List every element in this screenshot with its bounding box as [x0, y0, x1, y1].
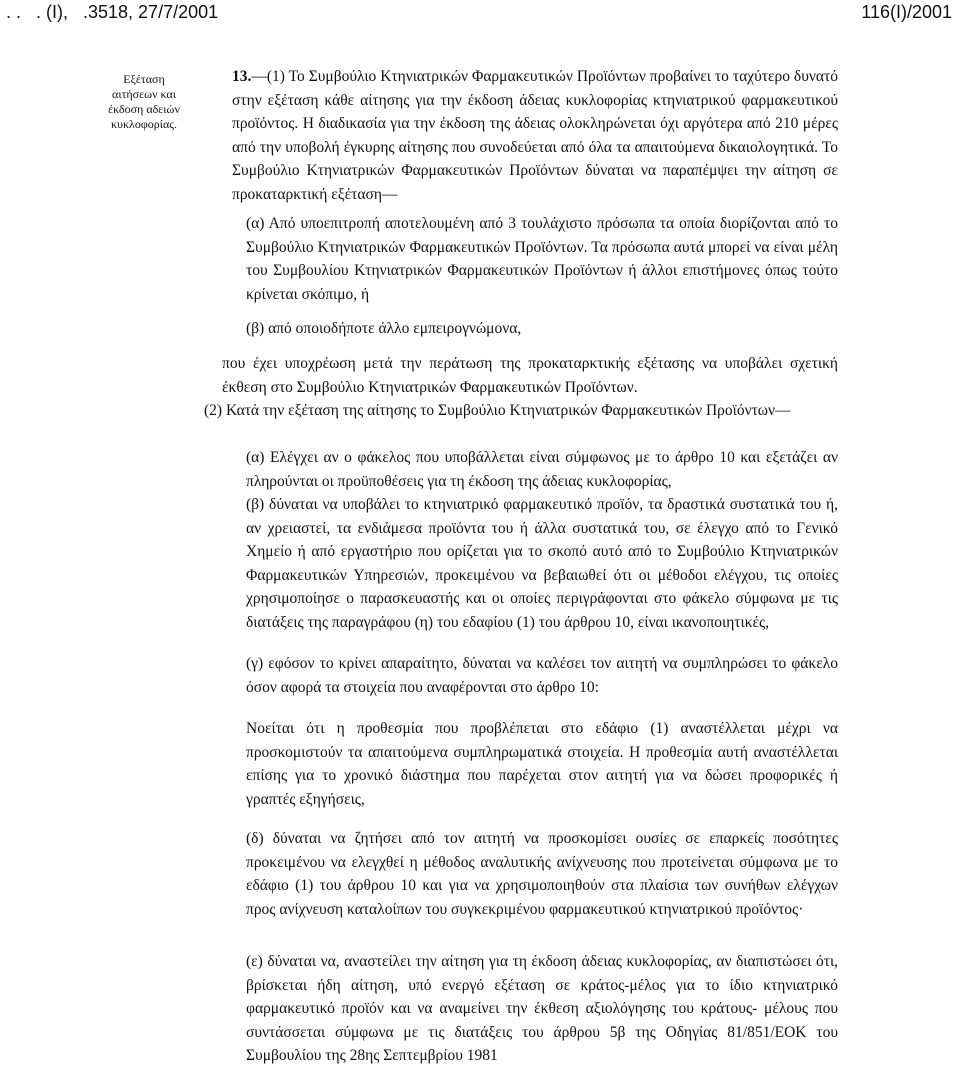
gazette-reference: . . . (Ι), .3518, 27/7/2001 [6, 2, 219, 22]
proviso-note: Νοείται ότι η προθεσμία που προβλέπεται στο εδάφιο (1) αναστέλλεται μέχρι να προσκομιστούν τα απαιτούμενα συμπληρωματικά στοιχεία. Η προθεσμία αυτή αναστέλλεται επίσης για το χρονικό διάστημα που παρέχεται στον αιτητή για να δώσει προφορικές ή γραπτές εξηγήσεις, [246, 720, 838, 808]
margin-note [84, 72, 204, 132]
section-13-paragraph-2: (2) Κατά την εξέταση της αίτησης το Συμβούλιο Κτηνιατρικών Φαρμακευτικών Προϊόντων— [204, 402, 791, 419]
law-number: 116(Ι)/2001 [861, 2, 952, 22]
item-a-subcommittee: (α) Από υποεπιτροπή αποτελουμένη από 3 τουλάχιστο πρόσωπα τα οποία διορίζονται από το Συμβούλιο Κτηνιατρικών Φαρμακευτικών Προϊόντων. Τα πρόσωπα αυτά μπορεί να είναι μέλη του Συμβουλίου Κτηνιατρικών Φαρμακευτικών Προϊόντων ή άλλοι επιστήμονες όπως τούτο κρίνεται σκόπιμο, ή [246, 215, 838, 303]
page-header [0, 0, 960, 26]
item-b-expert: (β) από οποιοδήποτε άλλο εμπειρογνώμονα, [246, 320, 522, 337]
follow-on-text: που έχει υποχρέωση μετά την περάτωση της προκαταρκτικής εξέτασης να υποβάλει σχετική έκθεση στο Συμβούλιο Κτηνιατρικών Φαρμακευτικών Προϊόντων. [222, 355, 838, 396]
margin-note-line: Εξέταση [123, 72, 165, 86]
section-13-paragraph-1 [232, 65, 838, 206]
paragraph-1-text: —(1) Το Συμβούλιο Κτηνιατρικών Φαρμακευτικών Προϊόντων προβαίνει το ταχύτερο δυνατό στην εξέταση κάθε αίτησης για την έκδοση άδειας κυκλοφορίας κτηνιατρικού φαρμακευτικού προϊόντος. Η διαδικασία για την έκδοση της άδειας ολοκληρώνεται όχι αργότερα από 210 μέρες από την υποβολή έγκυρης αίτησης που συνοδεύεται από όλα τα απαιτούμενα δικαιολογητικά. Το Συμβούλιο Κτηνιατρικών Φαρμακευτικών Προϊόντων δύναται να παραπέμψει την αίτηση σε προκαταρκτική εξέταση— [232, 68, 838, 203]
margin-note-line: έκδοση αδειών [108, 102, 180, 116]
item-e-suspend-application: (ε) δύναται να, αναστείλει την αίτηση για τη έκδοση άδειας κυκλοφορίας, αν διαπιστώσει ότι, βρίσκεται ήδη αίτηση, υπό ενεργό εξέταση σε κράτος-μέλος για το ίδιο κτηνιατρικό φαρμακευτικό προϊόν και να αναμείνει την έκθεση αξιολόγησης του κράτους- μέλους που συντάσσεται σύμφωνα με τις διατάξεις του άρθρου 5β της Οδηγίας 81/851/ΕΟΚ του Συμβουλίου της 28ης Σεπτεμβρίου 1981 [246, 953, 838, 1064]
item-d-request-substances: (δ) δύναται να ζητήσει από τον αιτητή να προσκομίσει ουσίες σε επαρκείς ποσότητες προκειμένου να ελεγχθεί η μέθοδος αναλυτικής ανίχνευσης που προτείνεται σύμφωνα με το εδάφιο (1) του άρθρου 10 και για να χρησιμοποιηθούν στα πλαίσια των συνήθων ελέγχων προς ανίχνευση καταλοίπων του συγκεκριμένου φαρμακευτικού κτηνιατρικού προϊόντος· [246, 830, 838, 918]
item-a-checks-file: (α) Ελέγχει αν ο φάκελος που υποβάλλεται είναι σύμφωνος με το άρθρο 10 και εξετάζει αν πληρούνται οι προϋποθέσεις για τη έκδοση της άδειας κυκλοφορίας, [246, 449, 838, 490]
item-g-supplement-file: (γ) εφόσον το κρίνει απαραίτητο, δύναται να καλέσει τον αιτητή να συμπληρώσει το φάκελο όσον αφορά τα στοιχεία που αναφέρονται στο άρθρο 10: [246, 655, 838, 696]
margin-note-line: κυκλοφορίας. [110, 117, 178, 131]
section-number: 13. [232, 68, 252, 85]
margin-note-line: αιτήσεων και [112, 87, 176, 101]
item-b-lab-testing: (β) δύναται να υποβάλει το κτηνιατρικό φαρμακευτικό προϊόν, τα δραστικά συστατικά του ή, αν χρειαστεί, τα ενδιάμεσα προϊόντα του ή άλλα συστατικά του, σε έλεγχο από το Γενικό Χημείο ή από εργαστήριο που ορίζεται για το σκοπό αυτό από το Συμβούλιο Κτηνιατρικών Φαρμακευτικών Υπηρεσιών, προκειμένου να βεβαιωθεί ότι οι μέθοδοι ελέγχου, τις οποίες χρησιμοποίησε ο παρασκευαστής και οι οποίες περιγράφονται στο φάκελο σύμφωνα με τις διατάξεις της παραγράφου (η) του εδαφίου (1) του άρθρου 10, είναι ικανοποιητικές, [246, 496, 838, 631]
